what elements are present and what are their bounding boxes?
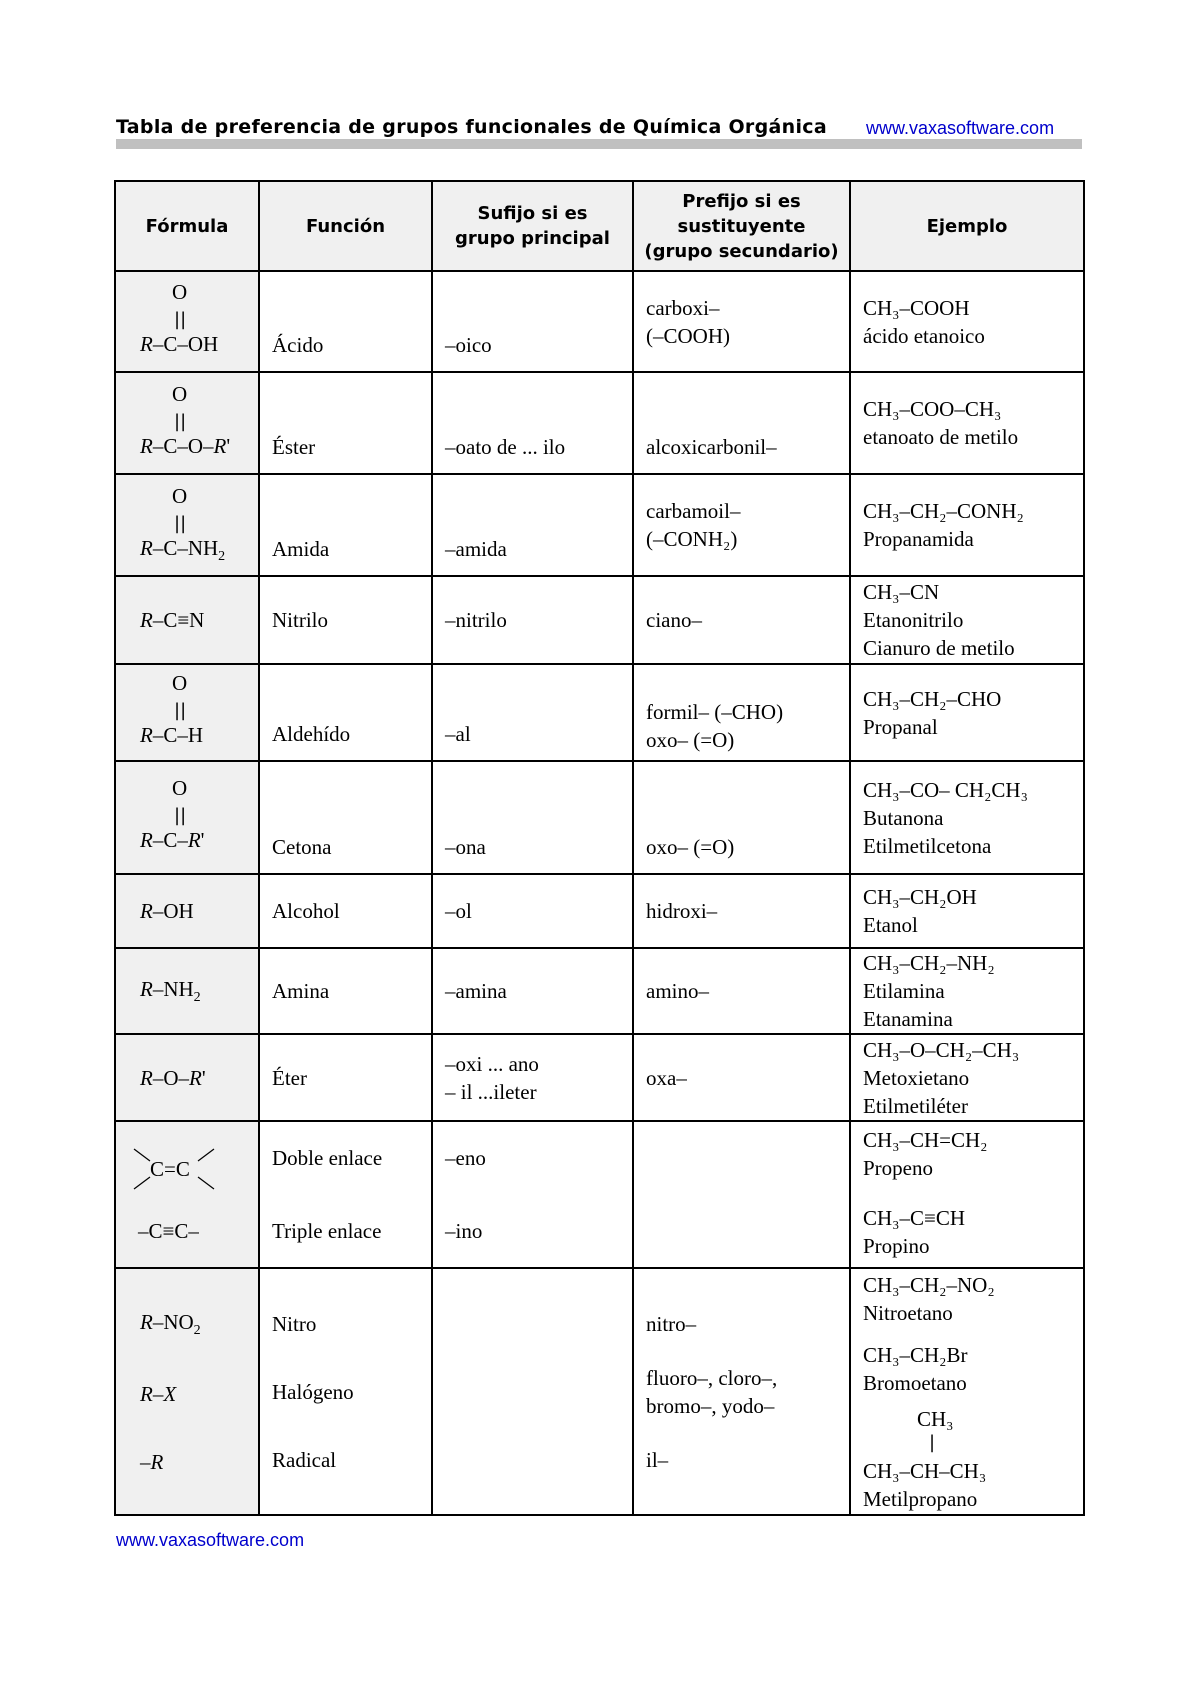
sufijo-cell: –nitrilo <box>432 576 633 664</box>
sufijo-cell <box>432 1268 633 1515</box>
table-row-amida <box>115 474 1084 576</box>
funcion-cell: Éster <box>259 372 432 474</box>
column-header-sufijo: Sufijo si es grupo principal <box>432 181 633 271</box>
sufijo-cell: –amida <box>432 474 633 576</box>
prefijo-cell <box>633 1121 850 1268</box>
prefijo-cell: formil– (–CHO) oxo– (=O) <box>633 664 850 761</box>
formula-cell: R–OH <box>115 874 259 948</box>
table-row-aldehido <box>115 664 1084 761</box>
funcion-cell: Nitrilo <box>259 576 432 664</box>
ejemplo-cell: CH₃–CH₂–CHO Propanal <box>850 664 1084 761</box>
prefijo-cell: oxo– (=O) <box>633 761 850 874</box>
functional-groups-table <box>114 180 1085 1516</box>
prefijo-cell: hidroxi– <box>633 874 850 948</box>
funcion-cell: Nitro Halógeno Radical <box>259 1268 432 1515</box>
table-row-amina <box>115 948 1084 1034</box>
ejemplo-cell: CH₃–CN Etanonitrilo Cianuro de metilo <box>850 576 1084 664</box>
prefijo-cell: carbamoil– (–CONH₂) <box>633 474 850 576</box>
funcion-cell: Amida <box>259 474 432 576</box>
sufijo-cell: –amina <box>432 948 633 1034</box>
sufijo-cell: –eno –ino <box>432 1121 633 1268</box>
column-header-funcion: Función <box>259 181 432 271</box>
ejemplo-cell: CH₃–CH₂–NO₂ Nitroetano CH₃–CH₂Br Bromoetano CH₃ | CH₃–CH–CH₃ Metilpropano <box>850 1268 1084 1515</box>
column-header-formula: Fórmula <box>115 181 259 271</box>
table-row-nitrilo <box>115 576 1084 664</box>
table-header-row <box>115 181 1084 271</box>
formula-cell: O || $R-C-NH_2$ <box>115 474 259 576</box>
column-header-prefijo: Prefijo si es sustituyente (grupo secundario) <box>633 181 850 271</box>
sufijo-cell: –oico <box>432 271 633 372</box>
funcion-cell: Ácido <box>259 271 432 372</box>
table-row-alcohol <box>115 874 1084 948</box>
prefijo-cell: oxa– <box>633 1034 850 1121</box>
ejemplo-cell: CH₃–COO–CH₃ etanoato de metilo <box>850 372 1084 474</box>
funcion-cell: Éter <box>259 1034 432 1121</box>
header-website-link[interactable]: www.vaxasoftware.com <box>866 118 1055 138</box>
formula-cell: R–O–R' <box>115 1034 259 1121</box>
funcion-cell: Cetona <box>259 761 432 874</box>
prefijo-cell: alcoxicarbonil– <box>633 372 850 474</box>
header-divider <box>116 139 1082 149</box>
document-title: Tabla de preferencia de grupos funcionales de Química Orgánica <box>116 116 827 138</box>
formula-cell: O || R–C–H <box>115 664 259 761</box>
formula-cell: $R-NO_2$ R–X –R <box>115 1268 259 1515</box>
prefijo-cell: amino– <box>633 948 850 1034</box>
table-row-eter <box>115 1034 1084 1121</box>
table-row-acido <box>115 271 1084 372</box>
sufijo-cell: –ol <box>432 874 633 948</box>
sufijo-cell: –ona <box>432 761 633 874</box>
formula-cell: $R-NH_2$ <box>115 948 259 1034</box>
table-row-otros <box>115 1268 1084 1515</box>
ejemplo-cell: CH₃–CH₂–CONH₂ Propanamida <box>850 474 1084 576</box>
table-row-enlaces <box>115 1121 1084 1268</box>
funcion-cell: Doble enlace Triple enlace <box>259 1121 432 1268</box>
formula-cell: O || R–C–OH <box>115 271 259 372</box>
ejemplo-cell: CH₃–CH₂OH Etanol <box>850 874 1084 948</box>
column-header-ejemplo: Ejemplo <box>850 181 1084 271</box>
sufijo-cell: –al <box>432 664 633 761</box>
ejemplo-cell: CH₃–COOH ácido etanoico <box>850 271 1084 372</box>
ejemplo-cell: CH₃–CH=CH₂ Propeno CH₃–C≡CH Propino <box>850 1121 1084 1268</box>
funcion-cell: Aldehído <box>259 664 432 761</box>
formula-cell: O || R–C–O–R' <box>115 372 259 474</box>
funcion-cell: Amina <box>259 948 432 1034</box>
prefijo-cell: nitro– fluoro–, cloro–, bromo–, yodo– il– <box>633 1268 850 1515</box>
table-row-cetona <box>115 761 1084 874</box>
ejemplo-cell: CH₃–O–CH₂–CH₃ Metoxietano Etilmetiléter <box>850 1034 1084 1121</box>
formula-cell: C=C –C≡C– <box>115 1121 259 1268</box>
sufijo-cell: –oxi ... ano – il ...ileter <box>432 1034 633 1121</box>
prefijo-cell: ciano– <box>633 576 850 664</box>
formula-cell: O || R–C–R' <box>115 761 259 874</box>
ejemplo-cell: CH₃–CH₂–NH₂ Etilamina Etanamina <box>850 948 1084 1034</box>
table-row-ester <box>115 372 1084 474</box>
prefijo-cell: carboxi– (–COOH) <box>633 271 850 372</box>
formula-cell: R–C≡N <box>115 576 259 664</box>
footer-website-link[interactable]: www.vaxasoftware.com <box>116 1530 305 1550</box>
sufijo-cell: –oato de ... ilo <box>432 372 633 474</box>
ejemplo-cell: CH₃–CO– CH₂CH₃ Butanona Etilmetilcetona <box>850 761 1084 874</box>
funcion-cell: Alcohol <box>259 874 432 948</box>
